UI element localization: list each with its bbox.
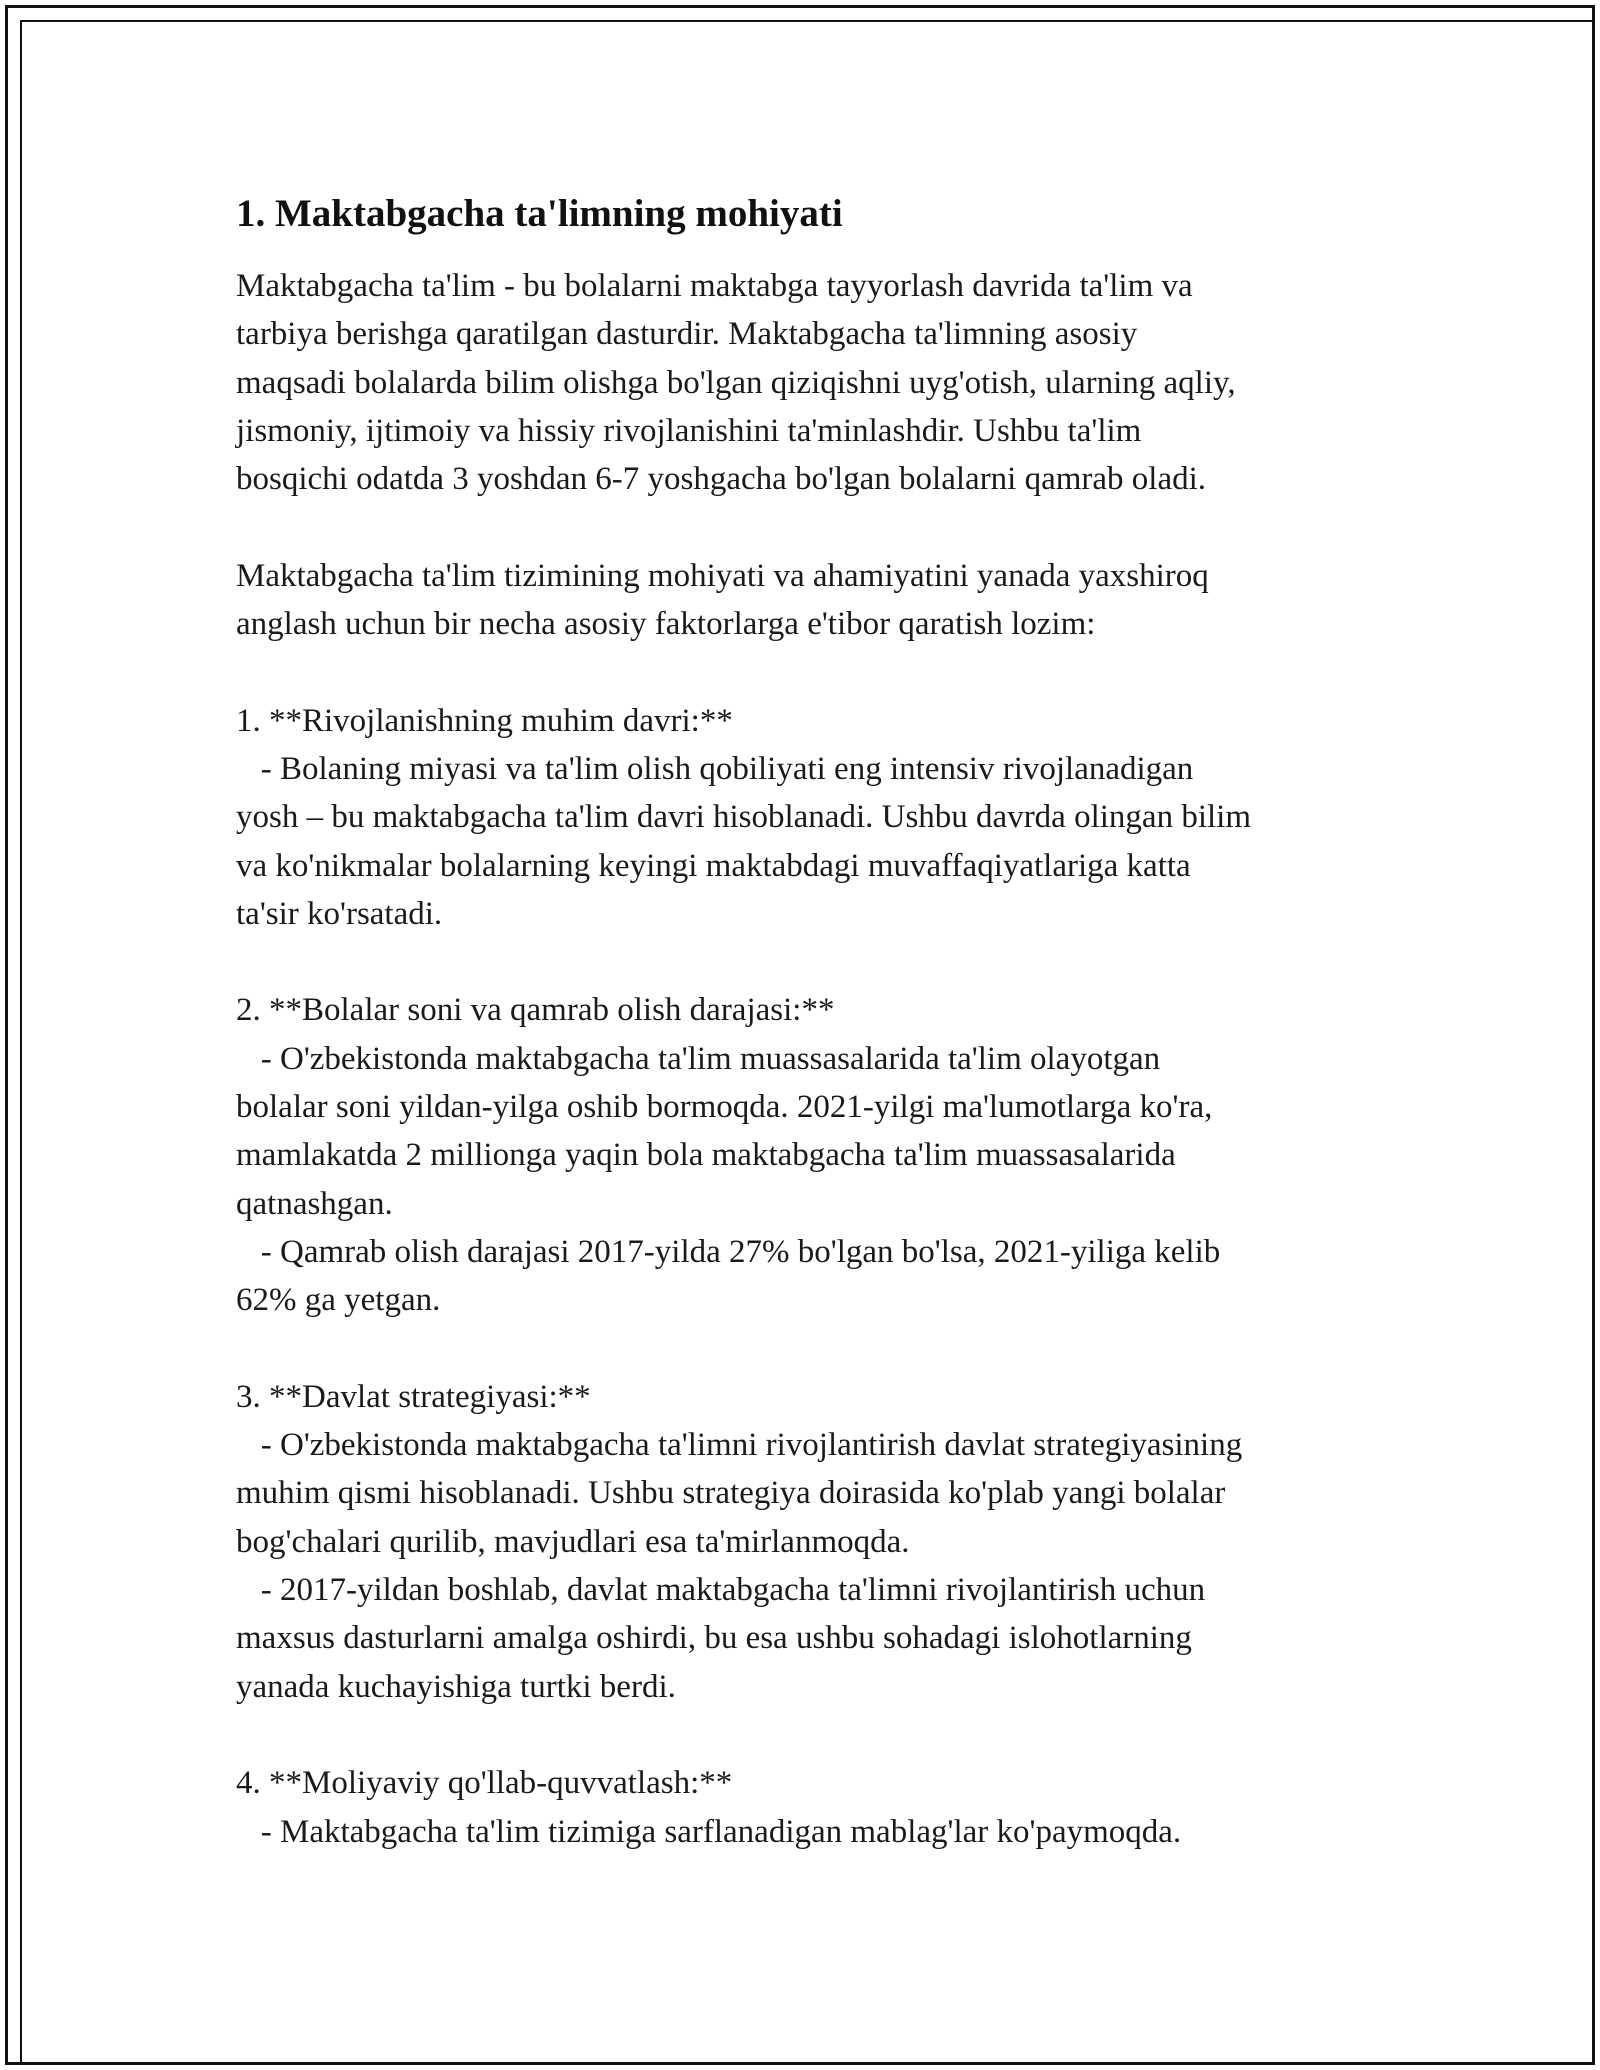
document-body: Maktabgacha ta'lim - bu bolalarni maktabga tayyorlash davrida ta'lim va tarbiya berishga qaratilgan dasturdir. Maktabgacha ta'limning asosiy maqsadi bolalarda bilim olishga bo'lgan qiziqishni uyg'otish, ularning aqliy, jismoniy, ijtimoiy va hissiy rivojlanishini ta'minlashdir. Ushbu ta'lim bosqichi odatda 3 yoshdan 6-7 yoshgacha bo'lgan bolalarni qamrab oladi. Maktabgacha ta'lim tizimining mohiyati va ahamiyatini yanada yaxshiroq anglash uchun bir necha asosiy faktorlarga e'tibor qaratish lozim: 1. **Rivojlanishning muhim davri:** - Bolaning miyasi va ta'lim olish qobiliyati eng intensiv rivojlanadigan yosh – bu maktabgacha ta'lim davri hisoblanadi. Ushbu davrda olingan bilim va ko'nikmalar bolalarning keyingi maktabdagi muvaffaqiyatlariga katta ta'sir ko'rsatadi. 2. **Bolalar soni va qamrab olish darajasi:** - O'zbekistonda maktabgacha ta'lim muassasalarida ta'lim olayotgan bolalar soni yildan-yilga oshib bormoqda. 2021-yilgi ma'lumotlarga ko'ra, mamlakatda 2 millionga yaqin bola maktabgacha ta'lim muassasalarida qatnashgan. - Qamrab olish darajasi 2017-yilda 27% bo'lgan bo'lsa, 2021-yiliga kelib 62% ga yetgan. 3. **Davlat strategiyasi:** - O'zbekistonda maktabgacha ta'limni rivojlantirish davlat strategiyasining muhim qismi hisoblanadi. Ushbu strategiya doirasida ko'plab yangi bolalar bog'chalari qurilib, mavjudlari esa ta'mirlanmoqda. - 2017-yildan boshlab, davlat maktabgacha ta'limni rivojlantirish uchun maxsus dasturlarni amalga oshirdi, bu esa ushbu sohadagi islohotlarning yanada kuchayishiga turtki berdi. 4. **Moliyaviy qo'llab-quvvatlash:** - Maktabgacha ta'lim tizimiga sarflanadigan mablag'lar ko'paymoqda. bbox=[236, 268, 1251, 1850]
document-content bbox=[236, 186, 1386, 1856]
document-title: 1. Maktabgacha ta'limning mohiyati bbox=[236, 192, 843, 235]
